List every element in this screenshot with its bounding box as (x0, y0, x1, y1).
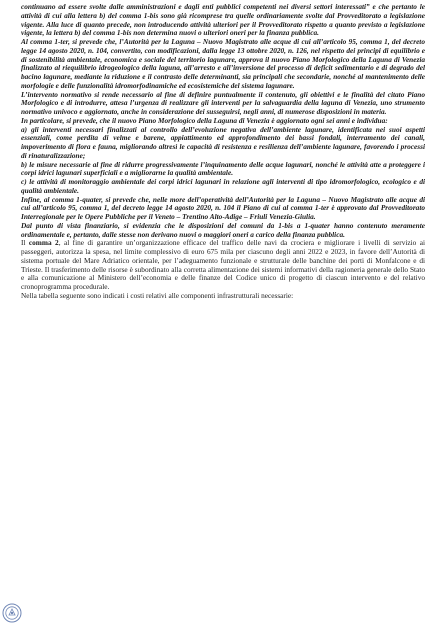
comma-2-keyword: comma 2 (28, 238, 59, 248)
list-item-c: c) le attività di monitoraggio ambientale dei corpi idrici lagunari in relazione agli interventi di tipo idromorfologico, ecologico e di qualità ambientale. (21, 177, 425, 195)
document-body (21, 3, 425, 301)
paragraph-intervento-normativo: L’intervento normativo si rende necessario al fine di definire puntualmente il contenuto, gli obiettivi e le finalità del citato Piano Morfologico e di introdurre, attesa l’urgenza di realizzare gli interventi per la salvaguardia della laguna di Venezia, uno strumento normativo univoco e aggiornato, anche in considerazione dei susseguirsi, negli anni, di numerose disposizioni in materia. (21, 89, 425, 116)
paragraph-financial: Dal punto di vista finanziario, si evidenzia che le disposizioni del comuni da 1-bis a 1-quater hanno contenuto meramente ordinamentale e, pertanto, dalle stesse non derivano nuovi o maggiori oneri a carico della finanza pubblica. (21, 220, 425, 239)
paragraph-comma-2 (21, 239, 425, 292)
paragraph-in-particolare: In particolare, si prevede, che il nuovo Piano Morfologico della Laguna di Venezia è aggiornato ogni sei anni e individua: (21, 115, 388, 125)
seal-icon (2, 603, 22, 623)
paragraph-comma-1-quater: Infine, al comma 1-quater, si prevede che, nelle more dell’operatività dell’Autorità per la Laguna – Nuovo Magistrato alle acque di cui all’articolo 95, comma 1, del decreto legge 14 agosto 2020, n. 104 il Piano di cui al comma 1-ter è approvato dal Provveditorato Interregionale per le Opere Pubbliche per il Veneto – Trentino Alto-Adige – Friuli Venezia-Giulia. (21, 194, 425, 221)
paragraph-lettera-b: continuano ad essere svolte dalle amministrazioni e dagli enti pubblici competenti nei diversi settori interessati” e che pertanto le attività di cui alla lettera b) del comma 1-bis sono già ricomprese tra quelle ordinariamente svolte dal Provveditorato a legislazione vigente. Alla luce di quanto precede, non introducendo attività ulteriori per il Provveditorato rispetto a quanto previsto a legislazione vigente, la lettera b) del comma 1-bis non determina nuovi o ulteriori oneri per la finanza pubblica. (21, 2, 425, 38)
paragraph-closing: Nella tabella seguente sono indicati i costi relativi alle componenti infrastrutturali necessarie: (21, 290, 294, 300)
paragraph-comma-1-ter: Al comma 1-ter, si prevede che, l’Autorità per la Laguna – Nuovo Magistrato alle acque di cui all’articolo 95, comma 1, del decreto legge 14 agosto 2020, n. 104, convertito, con modificazioni, dalla legge 13 ottobre 2020, n. 126, nel rispetto dei principi di equilibrio e di sostenibilità ambientale, economica e sociale del territorio lagunare, approva il nuovo Piano Morfologico della Laguna di Venezia finalizzato al riequilibrio idrogeologico della laguna, all’arresto e all’inversione del processo di deficit sedimentario e di degrado del bacino lagunare, mediante la riduzione e il contrasto delle determinanti, sia principali che secondarie, nonché al mantenimento delle morfologie e delle funzionalità idromorfodinamiche ed ecosistemiche del sistema lagunare. (21, 37, 425, 90)
list-item-a: a) gli interventi necessari finalizzati al controllo dell’evoluzione negativa dell’ambiente lagunare, identificata nei suoi aspetti essenziali, come perdita di velme e barene, appiattimento ed approfondimento dei bassi fondali, interramento dei canali, impoverimento di flora e fauna, migliorando altresì le capacità di resistenza e resilienza dell’ambiente lagunare, favorendo i processi di rinaturalizzazione; (21, 124, 425, 160)
comma-2-lead: Il (21, 238, 29, 248)
comma-2-body: , al fine di garantire un’organizzazione efficace del traffico delle navi da crociera e migliorare i livelli di servizio ai passeggeri, autorizza la spesa, nel limite complessivo di euro 675 mila per ciascuno degli anni 2022 e 2023, in favore dell’Autorità di sistema portuale del Mare Adriatico orientale, per l’adeguamento funzionale e strutturale delle banchine dei porti di Monfalcone e di Trieste. Il trasferimento delle risorse è subordinato alla corretta alimentazione dei sistemi informativi della ragioneria generale dello Stato e alla comunicazione al Ministero dell’economia e delle finanze del Codice unico di progetto di ciascun intervento e del relativo cronoprogramma procedurale. (21, 238, 425, 291)
list-item-b: b) le misure necessarie al fine di ridurre progressivamente l’inquinamento delle acque lagunari, nonché le attività atte a proteggere i corpi idrici lagunari superficiali e a migliorarne la qualità ambientale. (21, 159, 425, 178)
